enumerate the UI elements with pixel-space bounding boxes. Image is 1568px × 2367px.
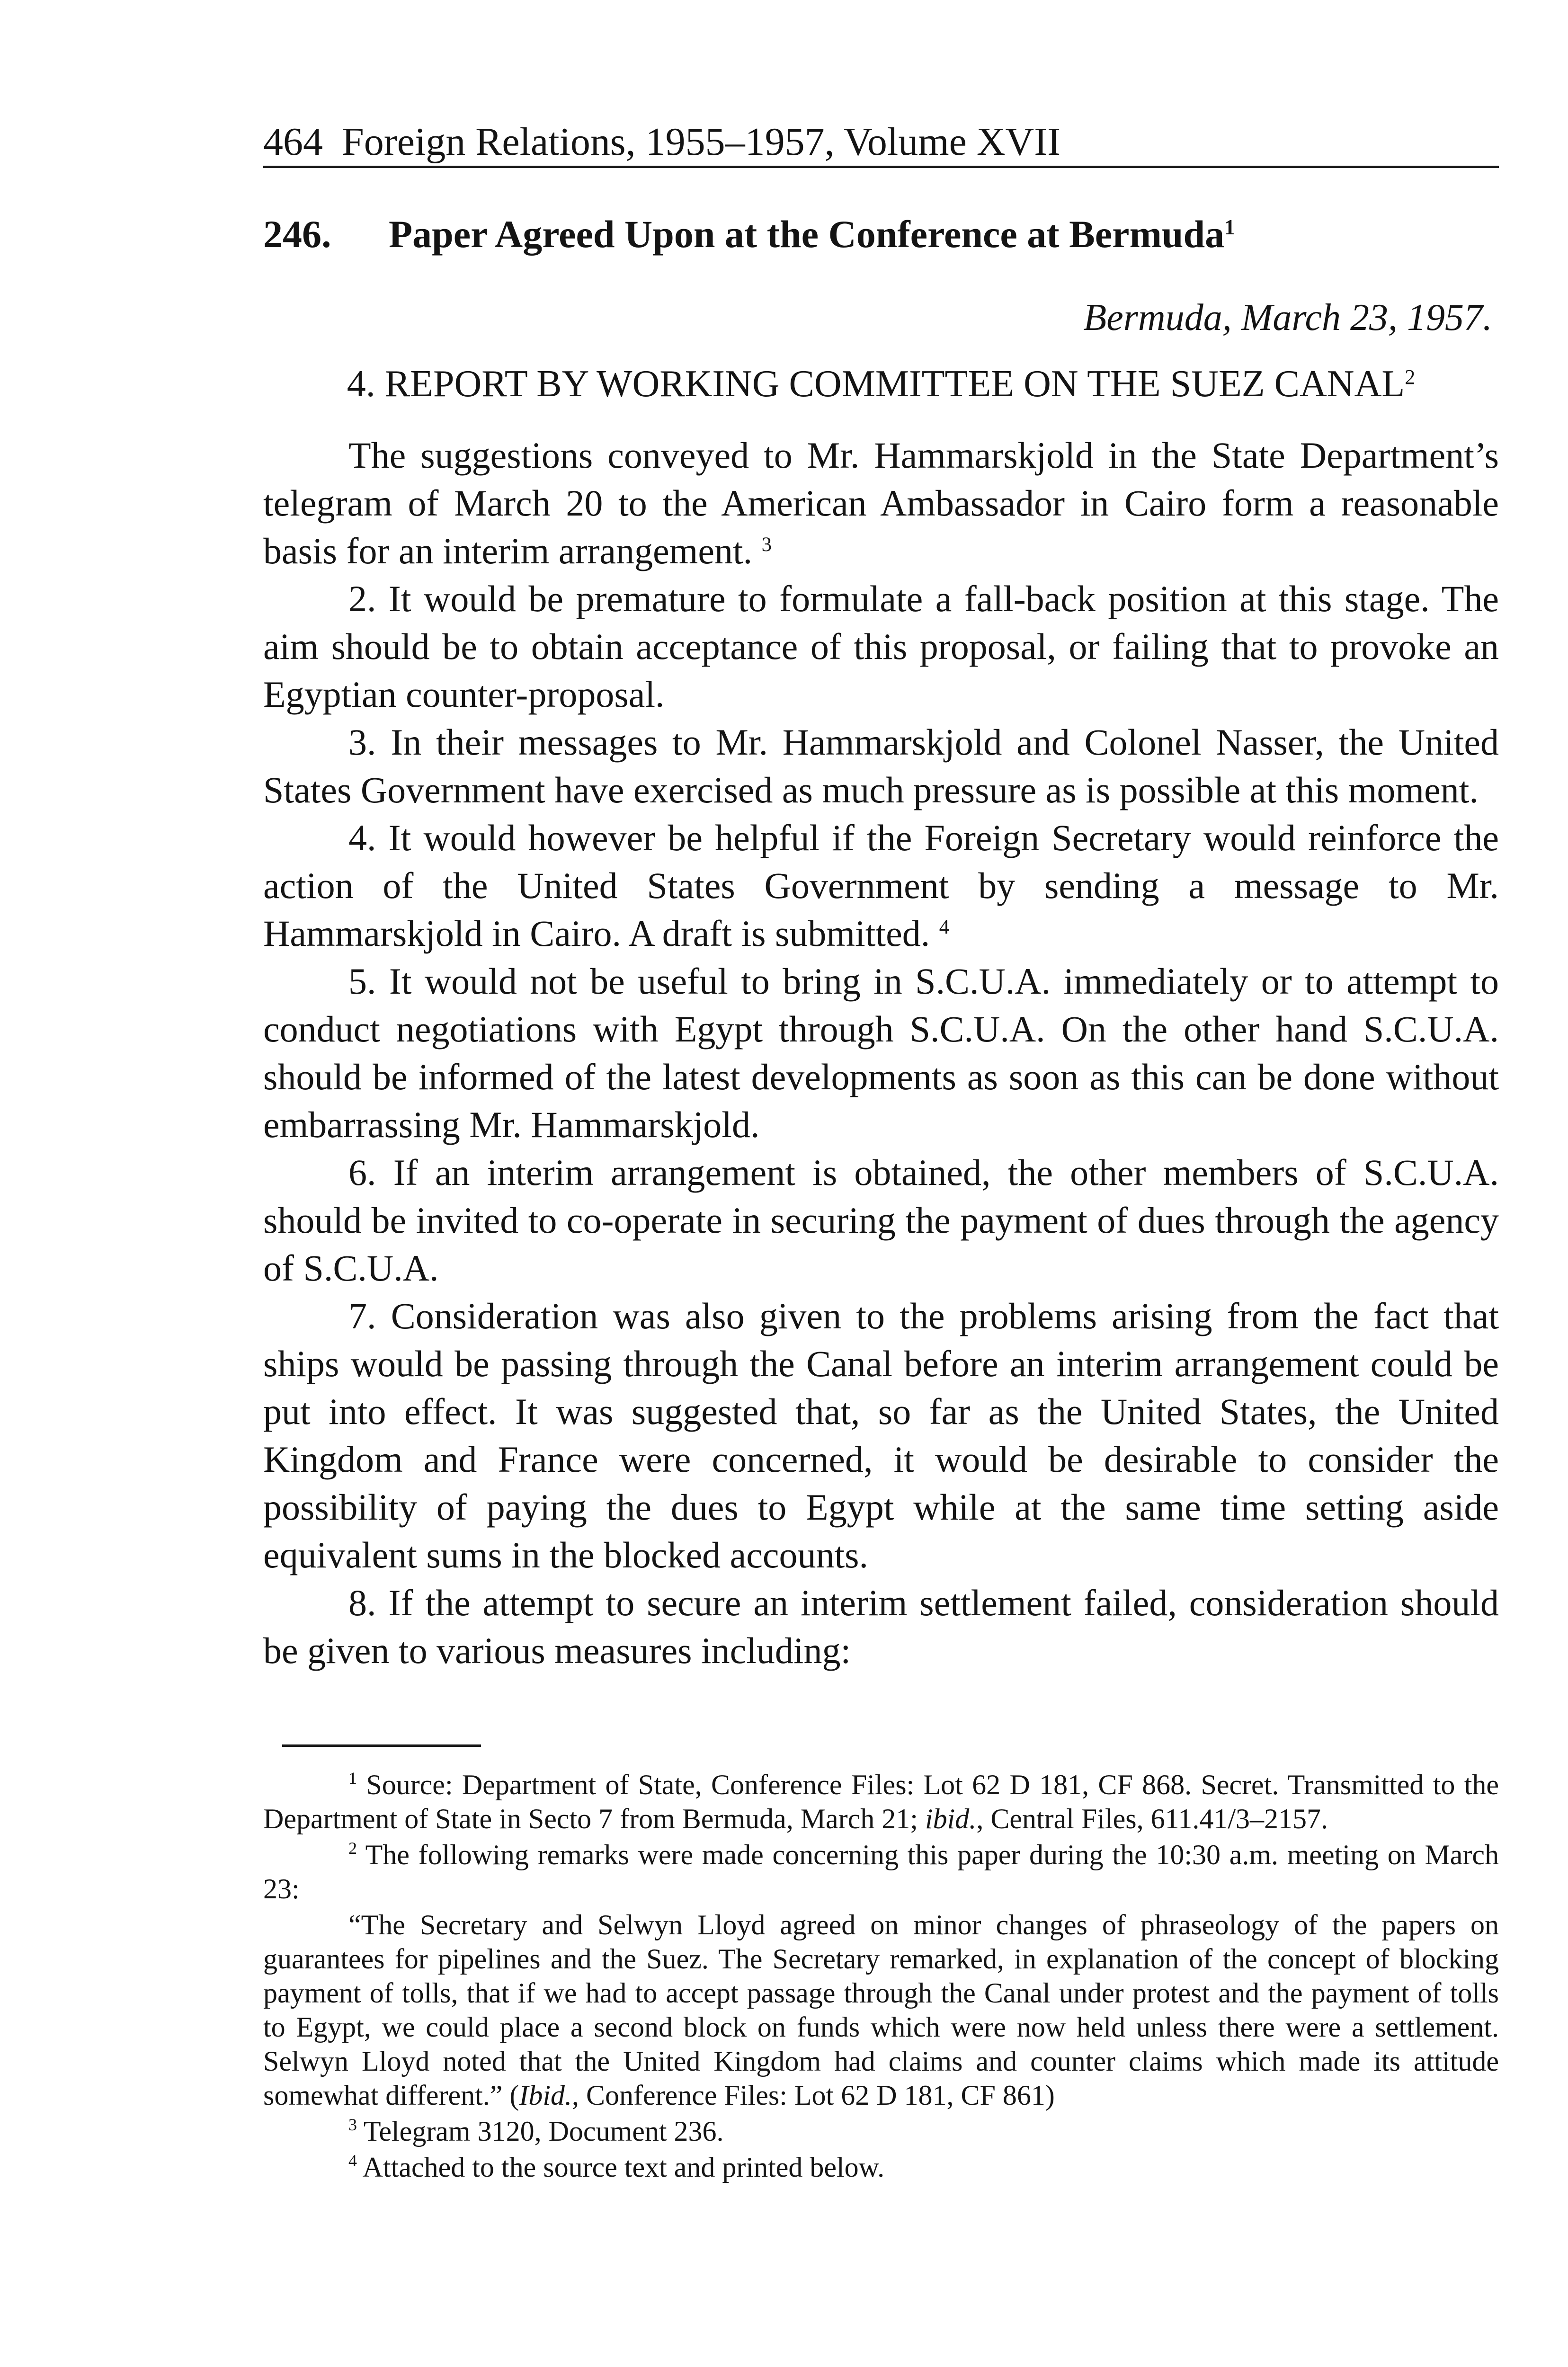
- paragraph-4: 4. It would however be helpful if the Foreign Secretary would reinforce the action of the United States Government by sending a message to Mr. Hammarskjold in Cairo. A draft is submitted. $^4$: [263, 817, 1499, 954]
- document-title: [263, 211, 1499, 258]
- footnote-ref-4[interactable]: 4: [939, 916, 950, 939]
- section-heading: [263, 360, 1499, 408]
- paragraph-8: 8. If the attempt to secure an interim settlement failed, consideration should be given to various measures including:: [263, 1582, 1499, 1671]
- document-page: [263, 118, 1499, 2186]
- page-number: 464: [263, 120, 323, 164]
- paragraph-2: 2. It would be premature to formulate a fall-back position at this stage. The aim should be to obtain acceptance of this proposal, or failing that to provoke an Egyptian counter-proposal.: [263, 578, 1499, 715]
- document-title-text: Paper Agreed Upon at the Conference at Bermuda: [389, 213, 1225, 256]
- section-heading-text: 4. REPORT BY WORKING COMMITTEE ON THE SUEZ CANAL: [347, 363, 1405, 405]
- document-number: 246.: [263, 213, 331, 256]
- footnotes: [263, 1768, 1499, 2184]
- footnote-2-quote: “The Secretary and Selwyn Lloyd agreed on minor changes of phraseology of the papers on guarantees for pipelines and the Suez. The Secretary remarked, in explanation of the concept of blocking payment of tolls, that if we had to accept passage through the Canal under protest and the payment of tolls to Egypt, we could place a second block on funds which were now held unless there were a settlement. Selwyn Lloyd noted that the United Kingdom had claims and counter claims which made its attitude somewhat different.” (Ibid., Conference Files: Lot 62 D 181, CF 861): [263, 1909, 1499, 2111]
- footnote-ref-2[interactable]: 2: [1405, 365, 1416, 389]
- publication-title: Foreign Relations, 1955–1957, Volume XVII: [342, 120, 1061, 164]
- footnote-1: $^1$ Source: Department of State, Conference Files: Lot 62 D 181, CF 868. Secret. Transmitted to the Department of State in Secto 7 from Bermuda, March 21; ibid., Central Files, 611.41/3–2157.: [263, 1769, 1499, 1834]
- footnote-2: $^2$ The following remarks were made concerning this paper during the 10:30 a.m. meeting on March 23:: [263, 1839, 1499, 1904]
- running-header: [263, 118, 1499, 168]
- paragraph-5: 5. It would not be useful to bring in S.C.U.A. immediately or to attempt to conduct negotiations with Egypt through S.C.U.A. On the other hand S.C.U.A. should be informed of the latest developments as soon as this can be done without embarrassing Mr. Hammarskjold.: [263, 961, 1499, 1145]
- dateline: Bermuda, March 23, 1957.: [1083, 297, 1492, 338]
- paragraph-7: 7. Consideration was also given to the problems arising from the fact that ships would be passing through the Canal before an interim arrangement could be put into effect. It was suggested that, so far as the United States, the United Kingdom and France were concerned, it would be desirable to consider the possibility of paying the dues to Egypt while at the same time setting aside equivalent sums in the blocked accounts.: [263, 1295, 1499, 1575]
- footnote-4: $^4$ Attached to the source text and printed below.: [348, 2151, 885, 2183]
- paragraph-1: The suggestions conveyed to Mr. Hammarskjold in the State Department’s telegram of March 20 to the American Ambassador in Cairo form a reasonable basis for an interim arrangement. $^3$: [263, 435, 1499, 571]
- paragraph-6: 6. If an interim arrangement is obtained, the other members of S.C.U.A. should be invited to co-operate in securing the payment of dues through the agency of S.C.U.A.: [263, 1152, 1499, 1289]
- body-text: [263, 431, 1499, 1674]
- paragraph-3: 3. In their messages to Mr. Hammarskjold and Colonel Nasser, the United States Government have exercised as much pressure as is possible at this moment.: [263, 721, 1499, 810]
- footnote-divider: [282, 1744, 481, 1747]
- footnote-ref-3[interactable]: 3: [761, 534, 772, 556]
- footnote-3: $^3$ Telegram 3120, Document 236.: [348, 2115, 724, 2147]
- footnote-ref-1[interactable]: 1: [1224, 215, 1235, 239]
